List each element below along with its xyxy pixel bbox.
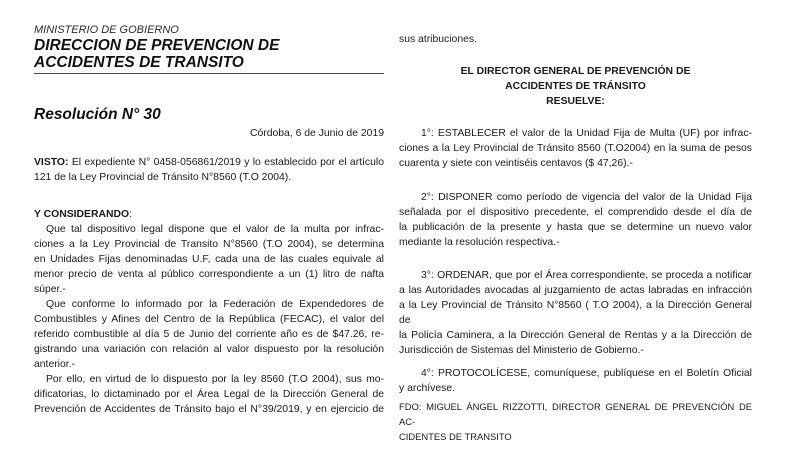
visto-text-1: El expediente N° 0458-056861/2019 y lo establecido por el artículo	[71, 157, 384, 168]
article-3-line: Jurisdicción de Sistemas del Ministerio de Gobierno.-	[399, 345, 644, 356]
directorate-line-1: DIRECCION DE PREVENCION DE	[34, 37, 280, 54]
article-3	[399, 268, 752, 358]
directorate-line-2: ACCIDENTES DE TRANSITO	[34, 54, 244, 71]
article-1-line: cuarenta y siete con veintiséis centavos ($ 47,26).-	[399, 158, 633, 169]
resolution-title: Resolución N° 30	[34, 106, 161, 123]
header-divider	[34, 73, 384, 74]
article-2	[399, 190, 752, 250]
director-heading	[399, 64, 752, 109]
considerando-p1-line: menor precio de venta al público correspondiente a un (1) litro de nafta	[34, 269, 384, 280]
considerando-p2-line: Que conforme lo informado por la Federación de Expendedores de	[46, 299, 384, 310]
visto-section	[34, 155, 384, 185]
ministry-label: MINISTERIO DE GOBIERNO	[34, 24, 179, 36]
article-1-line: 1°: ESTABLECER el valor de la Unidad Fija de Multa (UF) por infrac-	[421, 128, 752, 139]
considerando-heading	[34, 207, 132, 222]
article-4-line: 4°: PROTOCOLÍCESE, comuníquese, publíquese en el Boletín Oficial	[421, 368, 752, 379]
considerando-p2-line: Combustibles y Afines del Centro de la República (FECAC), el valor del	[34, 314, 384, 325]
considerando-p1-line: en Unidades Fijas denominadas U.F, cada una de las cuales equivale al	[34, 254, 384, 265]
visto-line-2: 121 de la Ley Provincial de Tránsito N°8560 (T.O 2004).	[34, 172, 292, 183]
article-1	[399, 126, 752, 171]
article-2-line: la publicación de la presente y hasta que se determine un nuevo valor	[399, 222, 752, 233]
considerando-body	[34, 222, 384, 417]
considerando-p2-line: gistrando una variación con relación al valor dispuesto por la resolución	[34, 344, 384, 355]
considerando-p1-line: ciones a la Ley Provincial de Transito N°8560 (T.O 2004), se determina	[34, 239, 384, 250]
considerando-p3-line: dificatorias, lo dictaminado por el Área Legal de la Dirección General de	[34, 389, 384, 400]
article-3-line: a las Autoridades avocadas al juzgamiento de actas labradas en infracción	[399, 285, 752, 296]
considerando-heading-text: Y CONSIDERANDO	[34, 209, 130, 220]
considerando-colon: :	[129, 209, 132, 220]
considerando-p2-line: referido combustible al día 5 de Junio del corriente año es de $47.26, re-	[34, 329, 384, 340]
article-4	[399, 366, 752, 396]
article-4-line: y archívese.	[399, 383, 456, 394]
considerando-p3-line: Por ello, en virtud de lo dispuesto por la ley 8560 (T.O 2004), sus mo-	[46, 374, 384, 385]
visto-line-1	[34, 155, 384, 170]
signature-line-2: CIDENTES DE TRANSITO	[399, 431, 512, 442]
article-3-line: 3°: ORDENAR, que por el Área correspondiente, se proceda a notificar	[421, 270, 752, 281]
article-1-line: ciones a la Ley Provincial de Tránsito 8560 (T.O2004) en la suma de pesos	[399, 143, 752, 154]
article-3-line: a la Ley Provincial de Tránsito N°8560 ( T.O 2004), a la Dirección General de	[399, 300, 752, 326]
resuelve-label: RESUELVE:	[546, 96, 605, 107]
continuation-text: sus atribuciones.	[399, 34, 477, 45]
considerando-p1-line: Que tal dispositivo legal dispone que el valor de la multa por infrac-	[46, 224, 384, 235]
considerando-p2-line: anterior.-	[34, 359, 76, 370]
considerando-p1-line: súper.-	[34, 284, 66, 295]
visto-label: VISTO:	[34, 157, 69, 168]
director-heading-line-2: ACCIDENTES DE TRÁNSITO	[505, 81, 646, 92]
considerando-p3-line: Prevención de Accidentes de Tránsito bajo el N°39/2019, y en ejercicio de	[34, 404, 384, 415]
signature-line-1: FDO: MIGUEL ÁNGEL RIZZOTTI, DIRECTOR GENERAL DE PREVENCIÓN DE AC-	[399, 401, 752, 427]
article-2-line: señalada por el dispositivo precedente, el comprendido desde el día de	[399, 207, 752, 218]
article-2-line: 2°: DISPONER como período de vigencia del valor de la Unidad Fija	[421, 192, 752, 203]
signature-line	[399, 399, 752, 444]
article-3-line: la Policía Caminera, a la Dirección General de Rentas y a la Dirección de	[399, 330, 752, 341]
resolution-date: Córdoba, 6 de Junio de 2019	[249, 128, 384, 139]
article-2-line: mediante la resolución respectiva.-	[399, 237, 560, 248]
director-heading-line-1: EL DIRECTOR GENERAL DE PREVENCIÓN DE	[460, 66, 691, 77]
directorate-title	[34, 37, 279, 71]
